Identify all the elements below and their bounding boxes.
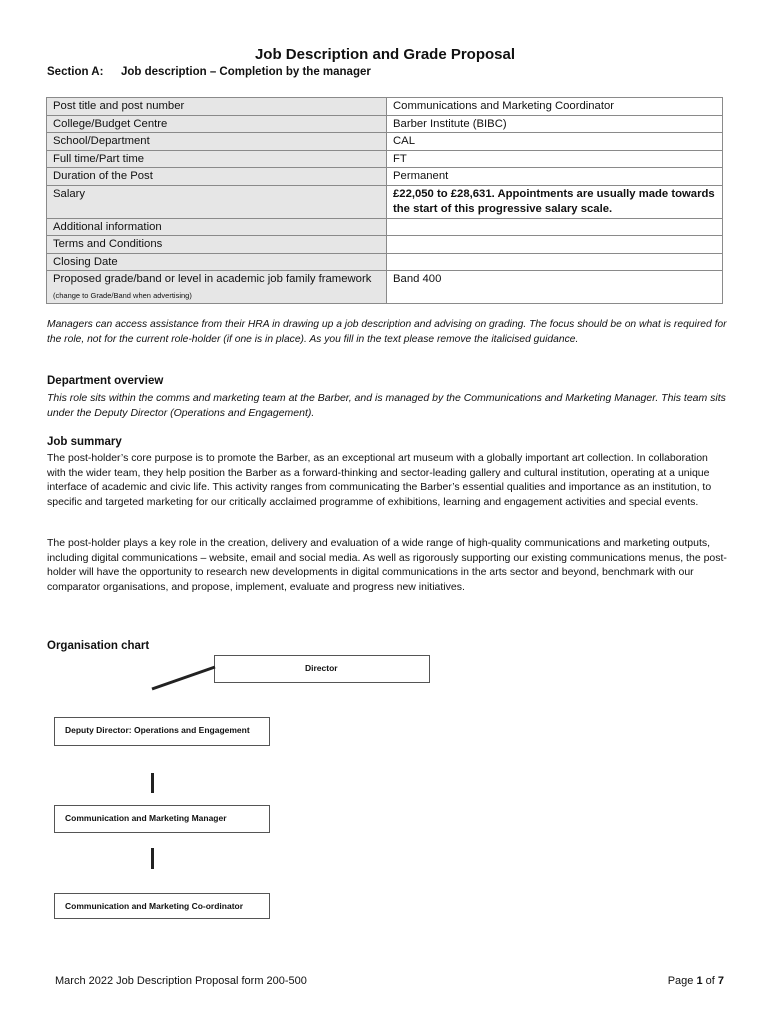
table-row xyxy=(47,271,723,304)
org-chart-heading: Organisation chart xyxy=(47,640,150,652)
org-connector-manager xyxy=(151,848,154,869)
row-value: Communications and Marketing Coordinator xyxy=(387,98,723,116)
org-deputy-label: Deputy Director: Operations and Engagement xyxy=(65,725,250,735)
org-box-deputy-director xyxy=(54,717,270,746)
row-value: FT xyxy=(387,150,723,168)
job-summary-heading: Job summary xyxy=(47,436,122,448)
row-label: Full time/Part time xyxy=(47,150,387,168)
table-row xyxy=(47,115,723,133)
guidance-note: Managers can access assistance from their HRA in drawing up a job description and advising on grading. The focus should be on what is required for the role, not for the current role-holder (if one is in place). As you fill in the text please remove the italicised guidance. xyxy=(47,319,727,345)
row-label: School/Department xyxy=(47,133,387,151)
row-label: Terms and Conditions xyxy=(47,236,387,254)
org-box-manager xyxy=(54,805,270,833)
section-text: Job description – Completion by the manager xyxy=(121,66,371,78)
page-number xyxy=(668,975,724,987)
org-connector-line xyxy=(152,667,215,689)
section-heading xyxy=(47,66,371,78)
department-overview-text: This role sits within the comms and marketing team at the Barber, and is managed by the Communications and Marketing Manager. This team sits under the Deputy Director (Operations and Engagement). xyxy=(47,392,726,419)
table-row xyxy=(47,253,723,271)
org-connector-deputy xyxy=(151,773,154,793)
job-details-table xyxy=(46,97,723,304)
row-label: Closing Date xyxy=(47,253,387,271)
org-box-director xyxy=(214,655,430,683)
salary-value: £22,050 to £28,631. Appointments are usually made towards the start of this progressive salary scale. xyxy=(387,185,723,218)
section-label: Section A: xyxy=(47,66,104,78)
job-summary-paragraph-1: The post-holder’s core purpose is to promote the Barber, as an exceptional art museum with a globally important art collection. In collaboration with the wider team, they help position the Barber as a forward-thinking and sector-leading gallery and cultural institution, operating at a unique interface of academic and civic life. This activity ranges from communicating the Barber’s essential qualities and importance as an institution, to specific and targeted marketing for our critically acclaimed programme of exhibitions, learning and engagement activities and special events. xyxy=(47,452,712,508)
row-value xyxy=(387,253,723,271)
row-label: Post title and post number xyxy=(47,98,387,116)
grade-label: Proposed grade/band or level in academic job family framework xyxy=(53,273,372,285)
page-separator: of xyxy=(702,975,718,987)
footer-form-label: March 2022 Job Description Proposal form 200-500 xyxy=(55,975,307,987)
row-value xyxy=(387,236,723,254)
row-label: College/Budget Centre xyxy=(47,115,387,133)
table-row xyxy=(47,133,723,151)
table-row xyxy=(47,185,723,218)
org-director-label: Director xyxy=(305,663,338,673)
table-row xyxy=(47,168,723,186)
page-current: 1 xyxy=(696,975,703,987)
department-overview-heading: Department overview xyxy=(47,375,164,387)
table-row xyxy=(47,236,723,254)
row-value: Permanent xyxy=(387,168,723,186)
row-label xyxy=(47,271,387,304)
org-connector-director xyxy=(148,664,218,692)
grade-label-note: (change to Grade/Band when advertising) xyxy=(53,290,192,300)
page-prefix: Page xyxy=(667,975,697,987)
org-coordinator-label: Communication and Marketing Co-ordinator xyxy=(65,901,244,911)
job-summary-paragraph-2: The post-holder plays a key role in the creation, delivery and evaluation of a wide range of high-quality communications and marketing outputs, including digital communications – website, email and social media. As well as rigorously supporting our existing communications menus, the post-holder will have the opportunity to research new developments in digital communications in the arts sector and beyond, benchmark with our comparator organisations, and propose, implement, evaluate and progress new initiatives. xyxy=(47,537,727,593)
table-row xyxy=(47,98,723,116)
grade-value: Band 400 xyxy=(387,271,723,304)
row-label: Salary xyxy=(47,185,387,218)
row-value: Barber Institute (BIBC) xyxy=(387,115,723,133)
page-total: 7 xyxy=(717,975,724,987)
table-row xyxy=(47,150,723,168)
row-label: Additional information xyxy=(47,218,387,236)
document-title: Job Description and Grade Proposal xyxy=(254,46,516,63)
org-box-coordinator xyxy=(54,893,270,919)
row-label: Duration of the Post xyxy=(47,168,387,186)
row-value: CAL xyxy=(387,133,723,151)
org-manager-label: Communication and Marketing Manager xyxy=(65,813,227,823)
row-value xyxy=(387,218,723,236)
table-row xyxy=(47,218,723,236)
